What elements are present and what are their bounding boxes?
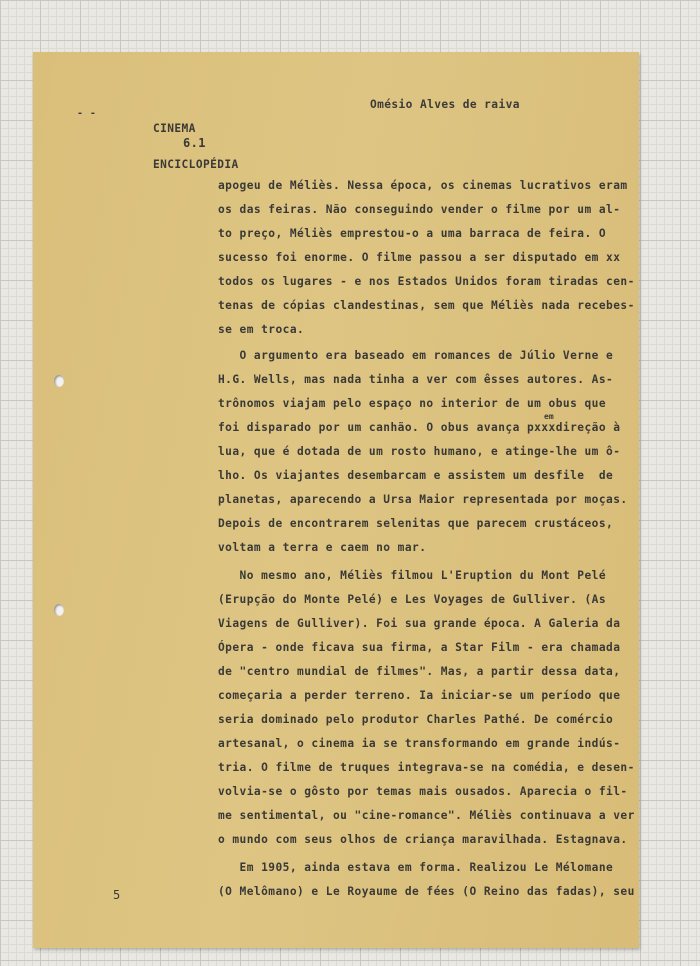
text-line-29: Em 1905, ainda estava em forma. Realizou Le Mélomane	[218, 861, 614, 874]
text-line-10: trônomos viajam pelo espaço no interior de um obus que	[218, 397, 607, 410]
page-number: 6.1	[183, 136, 206, 150]
text-line-8: O argumento era baseado em romances de Júlio Verne e	[218, 349, 614, 362]
text-line-28: o mundo com seus olhos de criança maravilhada. Estagnava.	[218, 833, 628, 846]
text-line-26: volvia-se o gôsto por temas mais ousados. Aparecia o fil-	[218, 785, 628, 798]
header-author: Omésio Alves de raiva	[370, 98, 520, 111]
text-line-2: os das feiras. Não conseguindo vender o filme por um al-	[218, 203, 621, 216]
text-line-18: (Erupção do Monte Pelé) e Les Voyages de Gulliver. (As	[218, 593, 607, 606]
text-line-7: se em troca.	[218, 323, 305, 336]
text-line-5: todos os lugares - e nos Estados Unidos foram tiradas cen-	[218, 275, 635, 288]
header-dashes: - -	[77, 108, 97, 119]
text-line-23: seria dominado pelo produtor Charles Pathé. De comércio	[218, 713, 614, 726]
handwritten-insert-em: em	[544, 412, 554, 421]
typewritten-page	[33, 52, 639, 948]
text-line-21: de "centro mundial de filmes". Mas, a partir dessa data,	[218, 665, 621, 678]
header-category-line1: CINEMA	[153, 122, 196, 135]
header-category-line2: ENCICLOPÉDIA	[153, 158, 239, 171]
text-line-9: H.G. Wells, mas nada tinha a ver com êsses autores. As-	[218, 373, 614, 386]
text-line-27: me sentimental, ou "cine-romance". Méliès continuava a ver	[218, 809, 635, 822]
text-line-14: planetas, aparecendo a Ursa Maior representada por moças.	[218, 493, 628, 506]
text-line-16: voltam a terra e caem no mar.	[218, 541, 427, 554]
text-line-25: tria. O filme de truques integrava-se na comédia, e desen-	[218, 761, 635, 774]
text-line-11: foi disparado por um canhão. O obus avança pxxxdireção à	[218, 421, 621, 434]
text-line-12: lua, que é dotada de um rosto humano, e atinge-lhe um ô-	[218, 445, 621, 458]
text-line-15: Depois de encontrarem selenitas que parecem crustáceos,	[218, 517, 614, 530]
text-line-13: lho. Os viajantes desembarcam e assistem um desfile de	[218, 469, 614, 482]
punch-hole-top	[54, 375, 64, 387]
text-line-30: (O Melômano) e Le Royaume de fées (O Reino das fadas), seu	[218, 885, 635, 898]
text-line-19: Viagens de Gulliver). Foi sua grande época. A Galeria da	[218, 617, 621, 630]
text-line-3: to preço, Méliès emprestou-o a uma barraca de feira. O	[218, 227, 607, 240]
text-line-17: No mesmo ano, Méliès filmou L'Eruption du Mont Pelé	[218, 569, 607, 582]
text-line-6: tenas de cópias clandestinas, sem que Méliès nada recebes-	[218, 299, 635, 312]
text-line-4: sucesso foi enorme. O filme passou a ser disputado em xx	[218, 251, 621, 264]
text-line-20: Ópera - onde ficava sua firma, a Star Film - era chamada	[218, 641, 621, 654]
text-line-22: começaria a perder terreno. Ia iniciar-se um período que	[218, 689, 621, 702]
punch-hole-bottom	[54, 604, 64, 616]
text-line-1: apogeu de Méliès. Nessa época, os cinemas lucrativos eram	[218, 179, 628, 192]
footer-number: 5	[113, 888, 121, 902]
text-line-24: artesanal, o cinema ia se transformando em grande indús-	[218, 737, 621, 750]
